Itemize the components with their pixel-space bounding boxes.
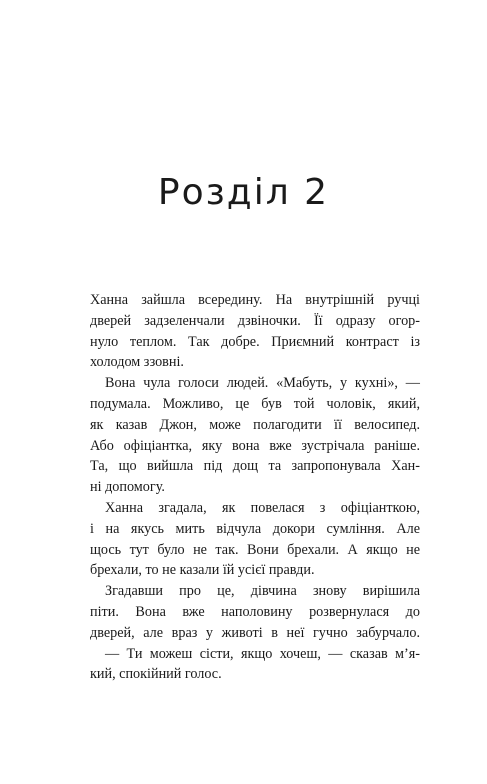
- text-line: дверей задзеленчали дзвіночки. Її одразу огор-: [90, 312, 420, 329]
- text-line: дверей, але враз у животі в неї гучно забурчало.: [90, 624, 420, 641]
- paragraph: [90, 581, 420, 643]
- text-line: Згадавши про це, дівчина знову вирішила: [105, 583, 420, 600]
- paragraph: [90, 290, 420, 373]
- chapter-title: Розділ 2: [157, 172, 330, 213]
- text-line: Ханна згадала, як повелася з офіціанткою,: [105, 499, 420, 516]
- text-line: кий, спокійний голос.: [90, 666, 222, 683]
- text-line: і на якусь мить відчула докори сумління. Але: [90, 520, 420, 537]
- text-line: — Ти можеш сісти, якщо хочеш, — сказав м’я-: [105, 645, 420, 662]
- text-line: як казав Джон, може полагодити її велосипед.: [90, 416, 420, 433]
- paragraph: [90, 373, 420, 498]
- text-line: брехали, то не казали їй усієї правди.: [90, 562, 315, 579]
- text-line: щось тут було не так. Вони брехали. А якщо не: [90, 541, 420, 558]
- text-line: Та, що вийшла під дощ та запропонувала Хан-: [90, 458, 420, 475]
- text-line: ні допомогу.: [90, 479, 165, 496]
- paragraph: [90, 644, 420, 686]
- paragraph: [90, 498, 420, 581]
- text-line: Вона чула голоси людей. «Мабуть, у кухні», —: [105, 375, 420, 392]
- text-line: нуло теплом. Так добре. Приємний контраст із: [90, 333, 420, 350]
- text-line: Ханна зайшла всередину. На внутрішній ручці: [90, 292, 420, 308]
- chapter-body: [90, 290, 420, 685]
- text-line: холодом ззовні.: [90, 354, 184, 371]
- text-line: піти. Вона вже наполовину розвернулася до: [90, 603, 420, 620]
- text-line: Або офіціантка, яку вона вже зустрічала раніше.: [90, 437, 420, 454]
- text-line: подумала. Можливо, це був той чоловік, який,: [90, 395, 420, 412]
